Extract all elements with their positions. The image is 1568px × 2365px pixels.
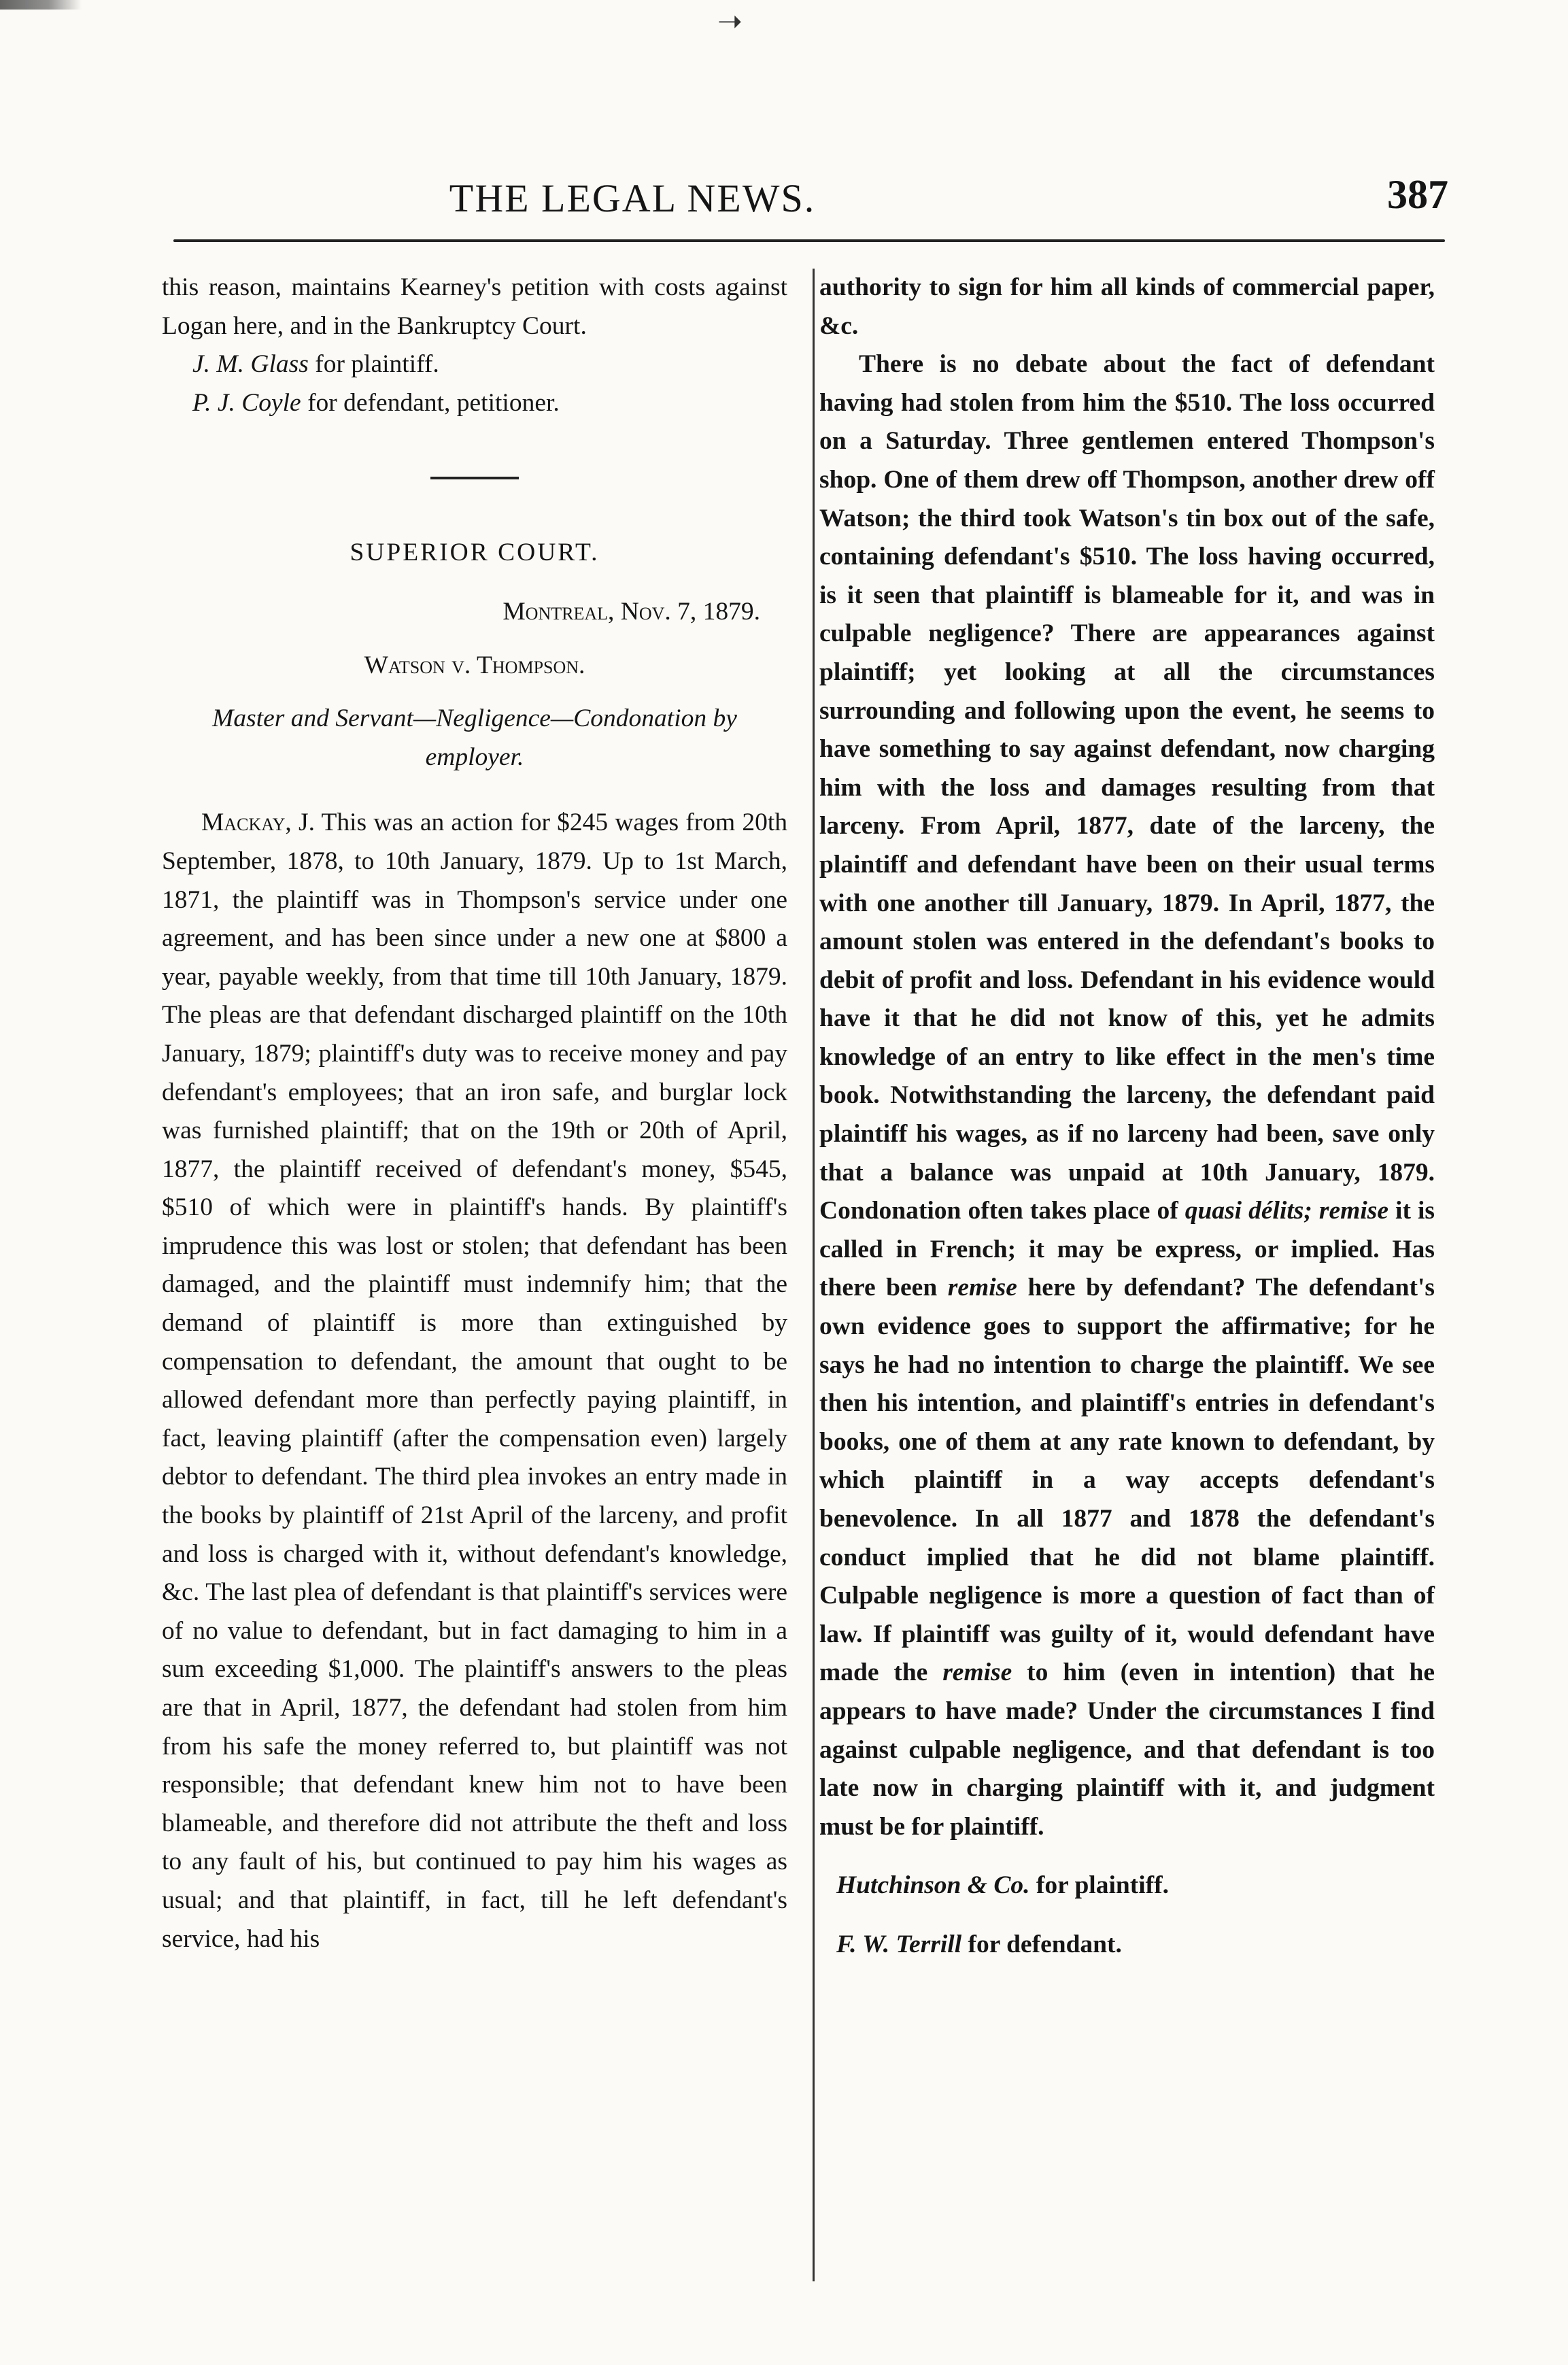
column-divider [813,269,815,2281]
opinion-text: There is no debate about the fact of defendant having had stolen from him the $510. The loss occurred on a Saturday. Three gentlemen entered Thompson's shop. One of them drew off Thompson, another drew off Watson; the third took Watson's tin box out of the safe, containing defendant's $510. The loss having occurred, is it seen that plaintiff is blameable for it, and was in culpable negligence? There are appearances against plaintiff; yet looking at all the circumstances surrounding and following upon the event, he seems to have something to say against defendant, now charging him with the loss and damages resulting from that larceny. From April, 1877, date of the larceny, the plaintiff and defendant have been on their usual terms with one another till January, 1879. In April, 1877, the amount stolen was entered in the defendant's books to debit of profit and loss. Defendant in his evidence would have it that he did not know of this, yet he admits knowledge of an entry to like effect in the men's time book. Notwithstanding the larceny, the defendant paid plaintiff his wages, as if no larceny had been, save only that a balance was unpaid at 10th January, 1879. Condonation often takes place of [819,350,1435,1225]
opinion-paragraph [819,345,1435,1846]
right-continuation: authority to sign for him all kinds of commercial paper, &c. [819,273,1435,340]
counsel-role: for plaintiff. [315,350,439,379]
running-title: THE LEGAL NEWS. [449,176,816,220]
foreign-term: quasi délits; [1184,1197,1312,1225]
counsel-role: for defendant, petitioner. [307,388,560,417]
counsel-name: F. W. Terrill [836,1930,962,1958]
place-date: Montreal, Nov. 7, 1879. [502,597,760,626]
page-number: 387 [1387,172,1448,217]
left-continuation: this reason, maintains Kearney's petition with costs against Logan here, and in the Bankruptcy Court. [162,273,787,340]
foreign-term: remise [942,1658,1012,1687]
counsel-name: Hutchinson & Co. [836,1871,1030,1900]
scan-corner-mark [0,0,82,10]
counsel-line [192,384,787,423]
case-subject: Master and Servant—Negligence—Condonation by employer. [212,704,737,771]
opinion-text: it is called in French; it may be express, or implied. Has there been [819,1197,1435,1302]
court-heading: SUPERIOR COURT. [350,539,600,567]
judge-name: Mackay, J. [201,809,315,837]
section-rule [430,477,519,479]
counsel-line [836,1926,1435,1964]
header-rule [173,239,1445,242]
counsel-line [192,345,787,384]
counsel-role: for defendant. [968,1930,1122,1958]
case-name: Watson v. Thompson. [364,651,585,679]
foreign-term: remise [1318,1197,1388,1225]
scan-arrow-icon: ➝ [717,5,743,38]
opinion-text: This was an action for $245 wages from 20th September, 1878, to 10th January, 1879. Up to 1st March, 1871, the plaintiff was in Thompson's service under one agreement, and has been since under a new one at $800 a year, payable weekly, from that time till 10th January, 1879. The pleas are that defendant discharged plaintiff on the 10th January, 1879; plaintiff's duty was to receive money and pay defendant's employees; that an iron safe, and burglar lock was furnished plaintiff; that on the 19th or 20th of April, 1877, the plaintiff received of defendant's money, $545, $510 of which were in plaintiff's hands. By plaintiff's imprudence this was lost or stolen; that defendant has been damaged, and the plaintiff must indemnify him; that the demand of plaintiff is more than extinguished by compensation to defendant, the amount that ought to be allowed defendant more than perfectly paying plaintiff, in fact, leaving plaintiff (after the compensation even) largely debtor to defendant. The third plea invokes an entry made in the books by plaintiff of 21st April of the larceny, and profit and loss is charged with it, without defendant's knowledge, &c. The last plea of defendant is that plaintiff's services were of no value to defendant, but in fact damaging to him in a sum exceeding $1,000. The plaintiff's answers to the pleas are that in April, 1877, the defendant had stolen from him from his safe the money referred to, but plaintiff was not responsible; that defendant knew him not to have been blameable, and therefore did not attribute the theft and loss to any fault of his, but continued to pay him his wages as usual; and that plaintiff, in fact, till he left defendant's service, had his [162,809,788,1953]
opinion-paragraph [162,804,787,1958]
opinion-text: here by defendant? The defendant's own evidence goes to support the affirmative; for he says he had no intention to charge the plaintiff. We see then his intention, and plaintiff's entries in defendant's books, one of them at any rate known to defendant, by which plaintiff in a way accepts defendant's benevolence. In all 1877 and 1878 the defendant's conduct implied that he did not blame plaintiff. Culpable negligence is more a question of fact than of law. If plaintiff was guilty of it, would defendant have made the [819,1274,1435,1687]
counsel-line [836,1867,1435,1905]
opinion-text: to him (even in intention) that he appears to have made? Under the circumstances I find against culpable negligence, and that defendant is too late now in charging plaintiff with it, and judgment must be for plaintiff. [819,1658,1435,1841]
counsel-name: P. J. Coyle [192,388,301,417]
left-column [162,269,787,1958]
counsel-role: for plaintiff. [1036,1871,1169,1900]
right-column [819,269,1435,1964]
counsel-name: J. M. Glass [192,350,309,379]
foreign-term: remise [947,1274,1017,1302]
